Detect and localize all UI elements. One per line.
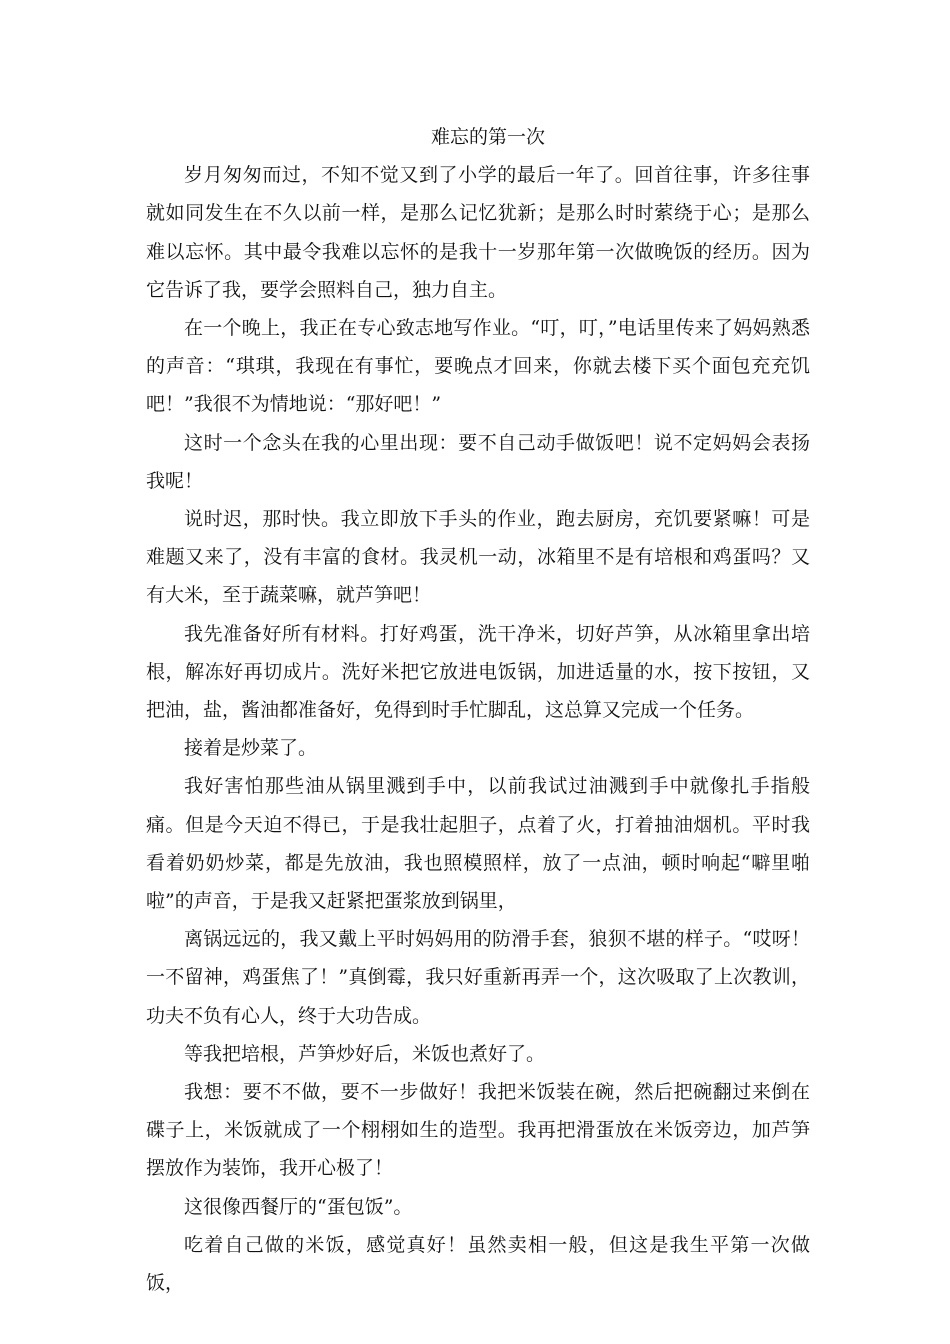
- paragraph-2: 在一个晚上，我正在专心致志地写作业。“叮，叮，”电话里传来了妈妈熟悉的声音：“琪琪，我现在有事忙，要晚点才回来，你就去楼下买个面包充充饥吧！”我很不为情地说：“那好吧！”: [146, 317, 810, 416]
- paragraph-10: 我想：要不不做，要不一步做好！我把米饭装在碗，然后把碗翻过来倒在碟子上，米饭就成了一个栩栩如生的造型。我再把滑蛋放在米饭旁边，加芦笋摆放作为装饰，我开心极了！: [146, 1081, 810, 1180]
- paragraph-6: 接着是炒菜了。: [184, 737, 318, 760]
- paragraph-11: 这很像西餐厅的“蛋包饭”。: [184, 1195, 413, 1218]
- paragraph-7: 我好害怕那些油从锅里溅到手中，以前我试过油溅到手中就像扎手指般痛。但是今天迫不得已，于是我壮起胆子，点着了火，打着抽油烟机。平时我看着奶奶炒菜，都是先放油，我也照模照样，放了一点油，顿时响起“噼里啪啦”的声音，于是我又赶紧把蛋浆放到锅里，: [146, 775, 810, 913]
- paragraph-3: 这时一个念头在我的心里出现：要不自己动手做饭吧！说不定妈妈会表扬我呢！: [146, 431, 810, 492]
- paragraph-12: 吃着自己做的米饭，感觉真好！虽然卖相一般，但这是我生平第一次做饭，: [146, 1233, 810, 1295]
- document-body: [146, 118, 810, 1302]
- paragraph-4: 说时迟，那时快。我立即放下手头的作业，跑去厨房，充饥要紧嘛！可是难题又来了，没有丰富的食材。我灵机一动，冰箱里不是有培根和鸡蛋吗？又有大米，至于蔬菜嘛，就芦笋吧！: [146, 508, 810, 607]
- paragraph-9: 等我把培根，芦笋炒好后，米饭也煮好了。: [184, 1042, 546, 1065]
- document-title: 难忘的第一次: [430, 126, 545, 148]
- paragraph-5: 我先准备好所有材料。打好鸡蛋，洗干净米，切好芦笋，从冰箱里拿出培根，解冻好再切成片。洗好米把它放进电饭锅，加进适量的水，按下按钮，又把油，盐，酱油都准备好，免得到时手忙脚乱，这总算又完成一个任务。: [146, 622, 810, 722]
- paragraph-8: 离锅远远的，我又戴上平时妈妈用的防滑手套，狼狈不堪的样子。“哎呀！一不留神，鸡蛋焦了！”真倒霉，我只好重新再弄一个，这次吸取了上次教训，功夫不负有心人，终于大功告成。: [146, 928, 810, 1027]
- paragraph-1: 岁月匆匆而过，不知不觉又到了小学的最后一年了。回首往事，许多往事就如同发生在不久以前一样，是那么记忆犹新；是那么时时萦绕于心；是那么难以忘怀。其中最令我难以忘怀的是我十一岁那年第一次做晚饭的经历。因为它告诉了我，要学会照料自己，独力自主。: [146, 164, 810, 301]
